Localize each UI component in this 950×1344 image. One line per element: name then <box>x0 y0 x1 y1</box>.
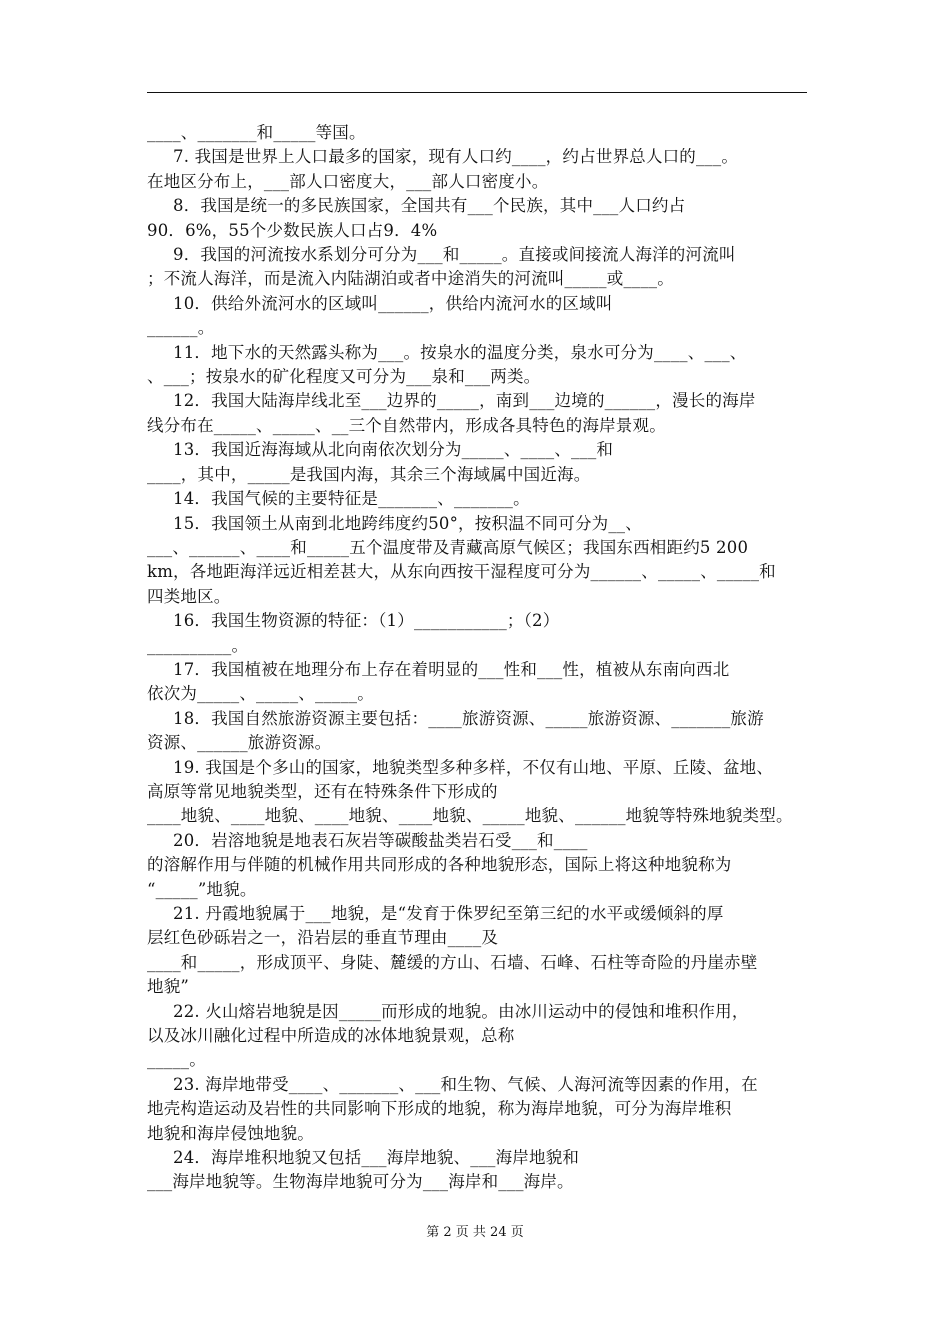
question-9: 9．我国的河流按水系划分可分为___和_____。直接或间接流人海洋的河流叫 <box>173 245 736 265</box>
header-rule <box>147 92 807 93</box>
text-line: 高原等常见地貌类型，还有在特殊条件下形成的 <box>147 781 498 801</box>
text-line: ___、______、____和_____五个温度带及青藏高原气候区；我国东西相距约5 200 <box>147 537 749 557</box>
question-23: 23. 海岸地带受____、_______、___和生物、气候、人海河流等因素的作用，在 <box>173 1074 758 1094</box>
text-line: ____，其中，_____是我国内海，其余三个海域属中国近海。 <box>147 464 591 484</box>
question-14: 14．我国气候的主要特征是_______、_______。 <box>173 489 530 509</box>
text-line: km，各地距海洋远近相差甚大，从东向西按干湿程度可分为______、_____、_____和 <box>147 562 776 582</box>
question-7: 7. 我国是世界上人口最多的国家，现有人口约____，约占世界总人口的___。 <box>173 147 739 167</box>
text-line: 资源、______旅游资源。 <box>147 733 332 753</box>
question-21: 21. 丹霞地貌属于___地貌，是“发育于侏罗纪至第三纪的水平或缓倾斜的厚 <box>173 904 724 923</box>
text-line: ____地貌、____地貌、____地貌、____地貌、_____地貌、______地貌等特殊地貌类型。 <box>147 806 793 826</box>
text-line: 四类地区。 <box>147 586 231 606</box>
text-line: 线分布在_____、_____、__三个自然带内，形成各具特色的海岸景观。 <box>147 415 666 435</box>
question-13: 13．我国近海海域从北向南依次划分为_____、____、___和 <box>173 440 614 460</box>
question-10: 10．供给外流河水的区域叫______，供给内流河水的区域叫 <box>173 293 613 313</box>
question-17: 17．我国植被在地理分布上存在着明显的___性和___性，植被从东南向西北 <box>173 659 730 679</box>
document-body <box>147 121 809 1195</box>
text-line: 、___；按泉水的矿化程度又可分为___泉和___两类。 <box>147 367 541 387</box>
text-line: 90．6%，55个少数民族人口占9．4% <box>147 220 438 240</box>
text-line: 层红色砂砾岩之一，沿岩层的垂直节理由____及 <box>147 928 499 948</box>
text-line: 在地区分布上，___部人口密度大，___部人口密度小。 <box>147 171 549 191</box>
text-line: 依次为_____、_____、_____。 <box>147 684 374 704</box>
text-line: ______。 <box>147 318 215 338</box>
question-16: 16．我国生物资源的特征：（1）___________；（2） <box>173 611 560 631</box>
question-22: 22. 火山熔岩地貌是因_____而形成的地貌。由冰川运动中的侵蚀和堆积作用， <box>173 1001 749 1021</box>
text-line: 的溶解作用与伴随的机械作用共同形成的各种地貌形态，国际上将这种地貌称为 <box>147 855 732 875</box>
question-15: 15．我国领土从南到北地跨纬度约50°，按积温不同可分为__、 <box>173 513 642 533</box>
text-line: 地貌” <box>147 977 190 997</box>
question-12: 12．我国大陆海岸线北至___边界的_____，南到___边境的______，漫长的海岸 <box>173 391 756 411</box>
text-line: “_____”地貌。 <box>147 879 257 899</box>
text-line: ____和_____，形成顶平、身陡、麓缓的方山、石墙、石峰、石柱等奇险的丹崖赤壁 <box>147 952 758 972</box>
text-line: 以及冰川融化过程中所造成的冰体地貌景观，总称 <box>147 1026 515 1046</box>
text-line: 地貌和海岸侵蚀地貌。 <box>147 1123 314 1143</box>
text-line: _____。 <box>147 1050 206 1070</box>
question-24: 24．海岸堆积地貌又包括___海岸地貌、___海岸地貌和 <box>173 1148 580 1168</box>
text-line: ___海岸地貌等。生物海岸地貌可分为___海岸和___海岸。 <box>147 1172 574 1192</box>
text-line: __________。 <box>147 635 249 655</box>
question-19: 19. 我国是个多山的国家，地貌类型多种多样，不仅有山地、平原、丘陵、盆地、 <box>173 757 774 777</box>
page-number-footer: 第 2 页 共 24 页 <box>426 1225 524 1240</box>
question-8: 8．我国是统一的多民族国家，全国共有___个民族，其中___人口约占 <box>173 196 686 216</box>
text-line: ____、_______和_____等国。 <box>147 123 366 142</box>
question-18: 18．我国自然旅游资源主要包括：____旅游资源、_____旅游资源、_______旅游 <box>173 708 764 728</box>
text-line: 地壳构造运动及岩性的共同影响下形成的地貌，称为海岸地貌，可分为海岸堆积 <box>147 1099 732 1119</box>
question-11: 11．地下水的天然露头称为___。按泉水的温度分类，泉水可分为____、___、 <box>173 342 747 362</box>
question-20: 20．岩溶地貌是地表石灰岩等碳酸盐类岩石受___和____ <box>173 830 588 850</box>
text-line: ；不流人海洋，而是流入内陆湖泊或者中途消失的河流叫_____或____。 <box>147 269 674 289</box>
